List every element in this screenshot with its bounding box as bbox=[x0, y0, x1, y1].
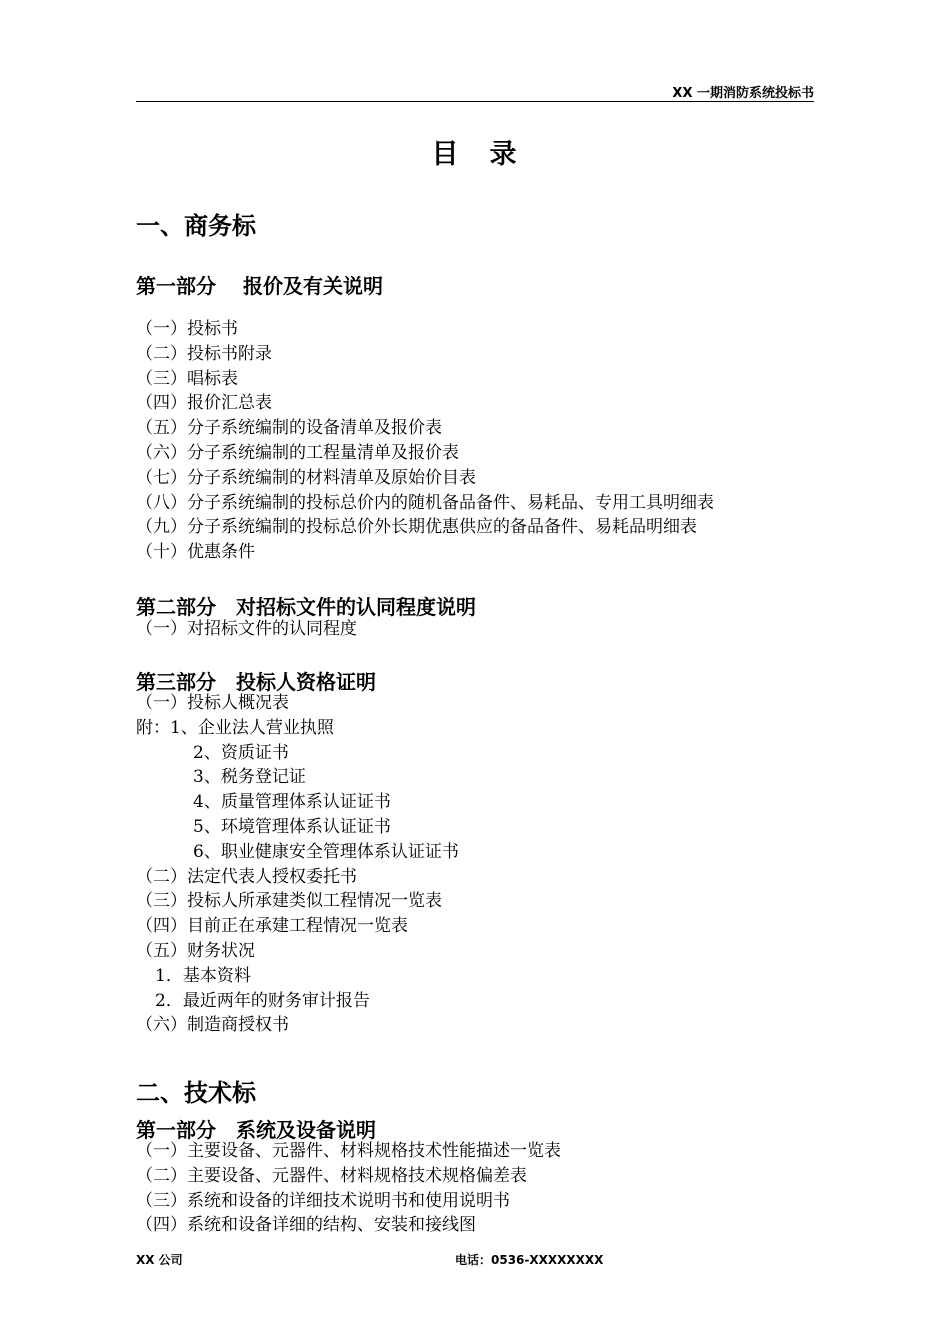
toc-item: （七）分子系统编制的材料清单及原始价目表 bbox=[136, 467, 476, 488]
toc-item: （五）财务状况 bbox=[136, 940, 255, 961]
toc-subitem: 2、资质证书 bbox=[193, 742, 289, 763]
toc-item: 附：1、企业法人营业执照 bbox=[136, 717, 334, 738]
toc-item: （三）投标人所承建类似工程情况一览表 bbox=[136, 891, 442, 912]
toc-item: （五）分子系统编制的设备清单及报价表 bbox=[136, 418, 442, 439]
toc-subitem: 6、职业健康安全管理体系认证证书 bbox=[193, 841, 459, 862]
toc-item: （一）主要设备、元器件、材料规格技术性能描述一览表 bbox=[136, 1141, 561, 1161]
toc-item: （三）唱标表 bbox=[136, 368, 238, 389]
toc-item: （三）系统和设备的详细技术说明书和使用说明书 bbox=[136, 1190, 510, 1211]
part-heading-system: 第一部分 系统及设备说明 bbox=[136, 1118, 376, 1142]
toc-subitem: 3、税务登记证 bbox=[193, 767, 306, 788]
section-heading-technical: 二、技术标 bbox=[136, 1079, 256, 1107]
toc-subitem: 4、质量管理体系认证证书 bbox=[193, 792, 391, 813]
toc-item: （二）主要设备、元器件、材料规格技术规格偏差表 bbox=[136, 1165, 527, 1186]
footer-company: XX 公司 bbox=[136, 1253, 183, 1267]
toc-item: （一）投标人概况表 bbox=[136, 693, 289, 713]
toc-list-system bbox=[136, 1139, 561, 1238]
toc-list-qualification bbox=[136, 691, 459, 1038]
toc-item: （四）目前正在承建工程情况一览表 bbox=[136, 916, 408, 937]
toc-item: （二）法定代表人授权委托书 bbox=[136, 866, 357, 887]
toc-item: （八）分子系统编制的投标总价内的随机备品备件、易耗品、专用工具明细表 bbox=[136, 492, 714, 513]
toc-item: （四）系统和设备详细的结构、安装和接线图 bbox=[136, 1215, 476, 1236]
part-heading-acceptance: 第二部分 对招标文件的认同程度说明 bbox=[136, 595, 476, 619]
header-divider bbox=[136, 101, 814, 102]
toc-item: （四）报价汇总表 bbox=[136, 393, 272, 414]
footer-phone: 电话：0536-XXXXXXXX bbox=[455, 1253, 604, 1267]
part-heading-quotation: 第一部分 报价及有关说明 bbox=[136, 274, 383, 298]
toc-item: （九）分子系统编制的投标总价外长期优惠供应的备品备件、易耗品明细表 bbox=[136, 517, 697, 538]
toc-subitem: 2．最近两年的财务审计报告 bbox=[155, 990, 370, 1011]
toc-subitem: 5、环境管理体系认证证书 bbox=[193, 816, 391, 837]
toc-item: （六）分子系统编制的工程量清单及报价表 bbox=[136, 442, 459, 463]
toc-list-acceptance bbox=[136, 617, 357, 642]
toc-list-quotation bbox=[136, 317, 714, 565]
toc-item: （一）投标书 bbox=[136, 319, 238, 339]
toc-subitem: 1．基本资料 bbox=[155, 965, 251, 986]
toc-item: （六）制造商授权书 bbox=[136, 1015, 289, 1036]
part-heading-qualification: 第三部分 投标人资格证明 bbox=[136, 670, 376, 694]
section-heading-business: 一、商务标 bbox=[136, 212, 256, 240]
toc-item: （一）对招标文件的认同程度 bbox=[136, 619, 357, 639]
header-title: XX 一期消防系统投标书 bbox=[672, 86, 814, 101]
page-title: 目 录 bbox=[431, 139, 519, 170]
toc-item: （二）投标书附录 bbox=[136, 343, 272, 364]
toc-item: （十）优惠条件 bbox=[136, 542, 255, 563]
